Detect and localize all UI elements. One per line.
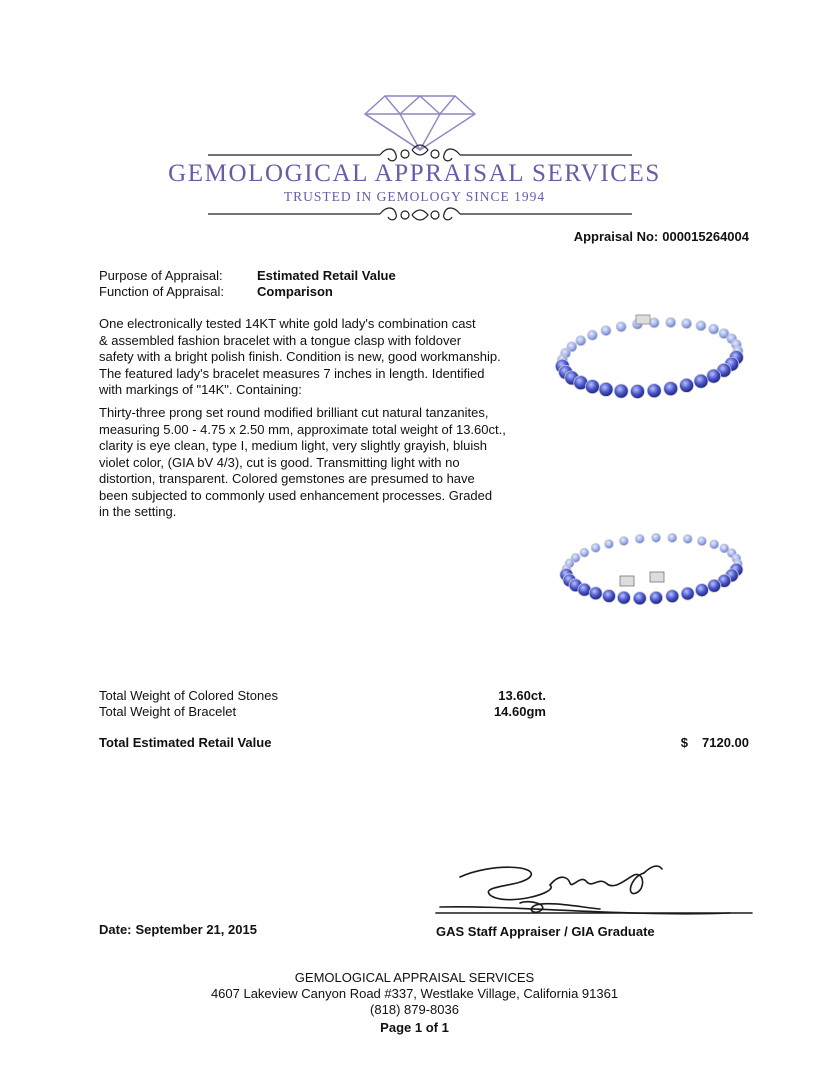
gemstone: [580, 548, 589, 557]
gemstone: [696, 321, 706, 331]
description-line: clarity is eye clean, type I, medium light, very slightly grayish, bluish: [99, 438, 487, 453]
signer-title: GAS Staff Appraiser / GIA Graduate: [436, 924, 655, 939]
ornament-bottom: [208, 208, 632, 220]
company-tagline: TRUSTED IN GEMOLOGY SINCE 1994: [283, 189, 546, 204]
gemstone: [585, 380, 599, 394]
gemstone: [650, 591, 663, 604]
gemstone: [694, 374, 708, 388]
gemstone: [601, 326, 611, 336]
gemstone: [680, 378, 694, 392]
retail-value-label: Total Estimated Retail Value: [99, 735, 272, 750]
gemstone: [682, 319, 692, 329]
gemstone: [576, 336, 586, 346]
gemstone: [619, 537, 628, 546]
colored-stones-weight-label: Total Weight of Colored Stones: [99, 688, 278, 703]
description-line: measuring 5.00 - 4.75 x 2.50 mm, approximate total weight of 13.60ct.,: [99, 421, 506, 437]
company-logo: [200, 88, 640, 228]
date-label: Date:: [99, 922, 132, 937]
gemstone: [666, 590, 679, 603]
gemstone: [668, 533, 677, 542]
appraisal-number-label: Appraisal No:: [573, 229, 659, 244]
purpose-value: Estimated Retail Value: [257, 268, 396, 283]
company-name: GEMOLOGICAL APPRAISAL SERVICES: [168, 160, 661, 187]
description-line: with markings of "14K". Containing:: [99, 382, 302, 397]
description-line: distortion, transparent. Colored gemstones are presumed to have: [99, 471, 475, 486]
appraisal-number-value: 000015264004: [662, 229, 749, 244]
description-paragraph-1: [99, 316, 539, 399]
gemstone: [707, 369, 721, 383]
colored-stones-weight-value: 13.60ct.: [498, 688, 546, 703]
bracelet-photo-top: [548, 305, 753, 410]
diamond-icon: [365, 96, 475, 150]
gemstone: [589, 587, 602, 600]
gemstone: [605, 540, 614, 549]
description-line: & assembled fashion bracelet with a tongue clasp with foldover: [99, 332, 462, 348]
gemstone: [709, 324, 719, 334]
gemstone: [708, 579, 721, 592]
gemstone: [664, 382, 678, 396]
bracelet-weight-label: Total Weight of Bracelet: [99, 704, 237, 719]
appraiser-signature: [430, 855, 760, 925]
retail-value-amount: 7120.00: [702, 735, 749, 750]
ornament-top: [208, 145, 632, 161]
gemstone: [697, 537, 706, 546]
description-paragraph-2: [99, 405, 539, 521]
purpose-label: Purpose of Appraisal:: [99, 268, 223, 283]
bracelet-weight-value: 14.60gm: [493, 704, 546, 719]
gemstone: [647, 384, 661, 398]
description-line: Thirty-three prong set round modified brilliant cut natural tanzanites,: [99, 405, 489, 420]
footer-company: GEMOLOGICAL APPRAISAL SERVICES: [294, 970, 535, 985]
gemstone: [649, 318, 659, 328]
gemstone: [681, 587, 694, 600]
page-number: Page 1 of 1: [380, 1020, 449, 1035]
gemstone: [683, 535, 692, 544]
gemstone: [614, 384, 628, 398]
gemstone: [591, 543, 600, 552]
gemstone: [599, 382, 613, 396]
gemstone: [695, 584, 708, 597]
gemstone: [631, 385, 645, 399]
description-line: been subjected to commonly used enhancement processes. Graded: [99, 487, 493, 503]
gemstone: [635, 534, 644, 543]
function-value: Comparison: [257, 284, 333, 299]
gemstone: [710, 540, 719, 549]
description-line: One electronically tested 14KT white gold lady's combination cast: [99, 316, 476, 331]
gemstone: [652, 533, 661, 542]
description-line: violet color, (GIA bV 4/3), cut is good. Transmitting light with no: [99, 454, 460, 470]
gemstone: [666, 318, 676, 328]
function-label: Function of Appraisal:: [99, 284, 225, 299]
footer-address: 4607 Lakeview Canyon Road #337, Westlake Village, California 91361: [210, 986, 619, 1001]
bracelet-photo-bottom: [552, 520, 752, 620]
gemstone: [616, 322, 626, 332]
date-value: September 21, 2015: [135, 922, 257, 937]
footer-phone: (818) 879-8036: [370, 1002, 459, 1017]
currency-symbol: $: [680, 735, 688, 750]
appraisal-date: [99, 922, 257, 937]
description-line: The featured lady's bracelet measures 7 inches in length. Identified: [99, 365, 485, 381]
gemstone: [587, 330, 597, 340]
description-line: safety with a bright polish finish. Condition is new, good workmanship.: [99, 349, 501, 364]
gemstone: [617, 591, 630, 604]
gemstone: [633, 592, 646, 605]
gemstone: [603, 590, 616, 603]
appraisal-number: [574, 229, 749, 244]
retail-value: [681, 735, 749, 750]
description-line: in the setting.: [99, 504, 177, 519]
